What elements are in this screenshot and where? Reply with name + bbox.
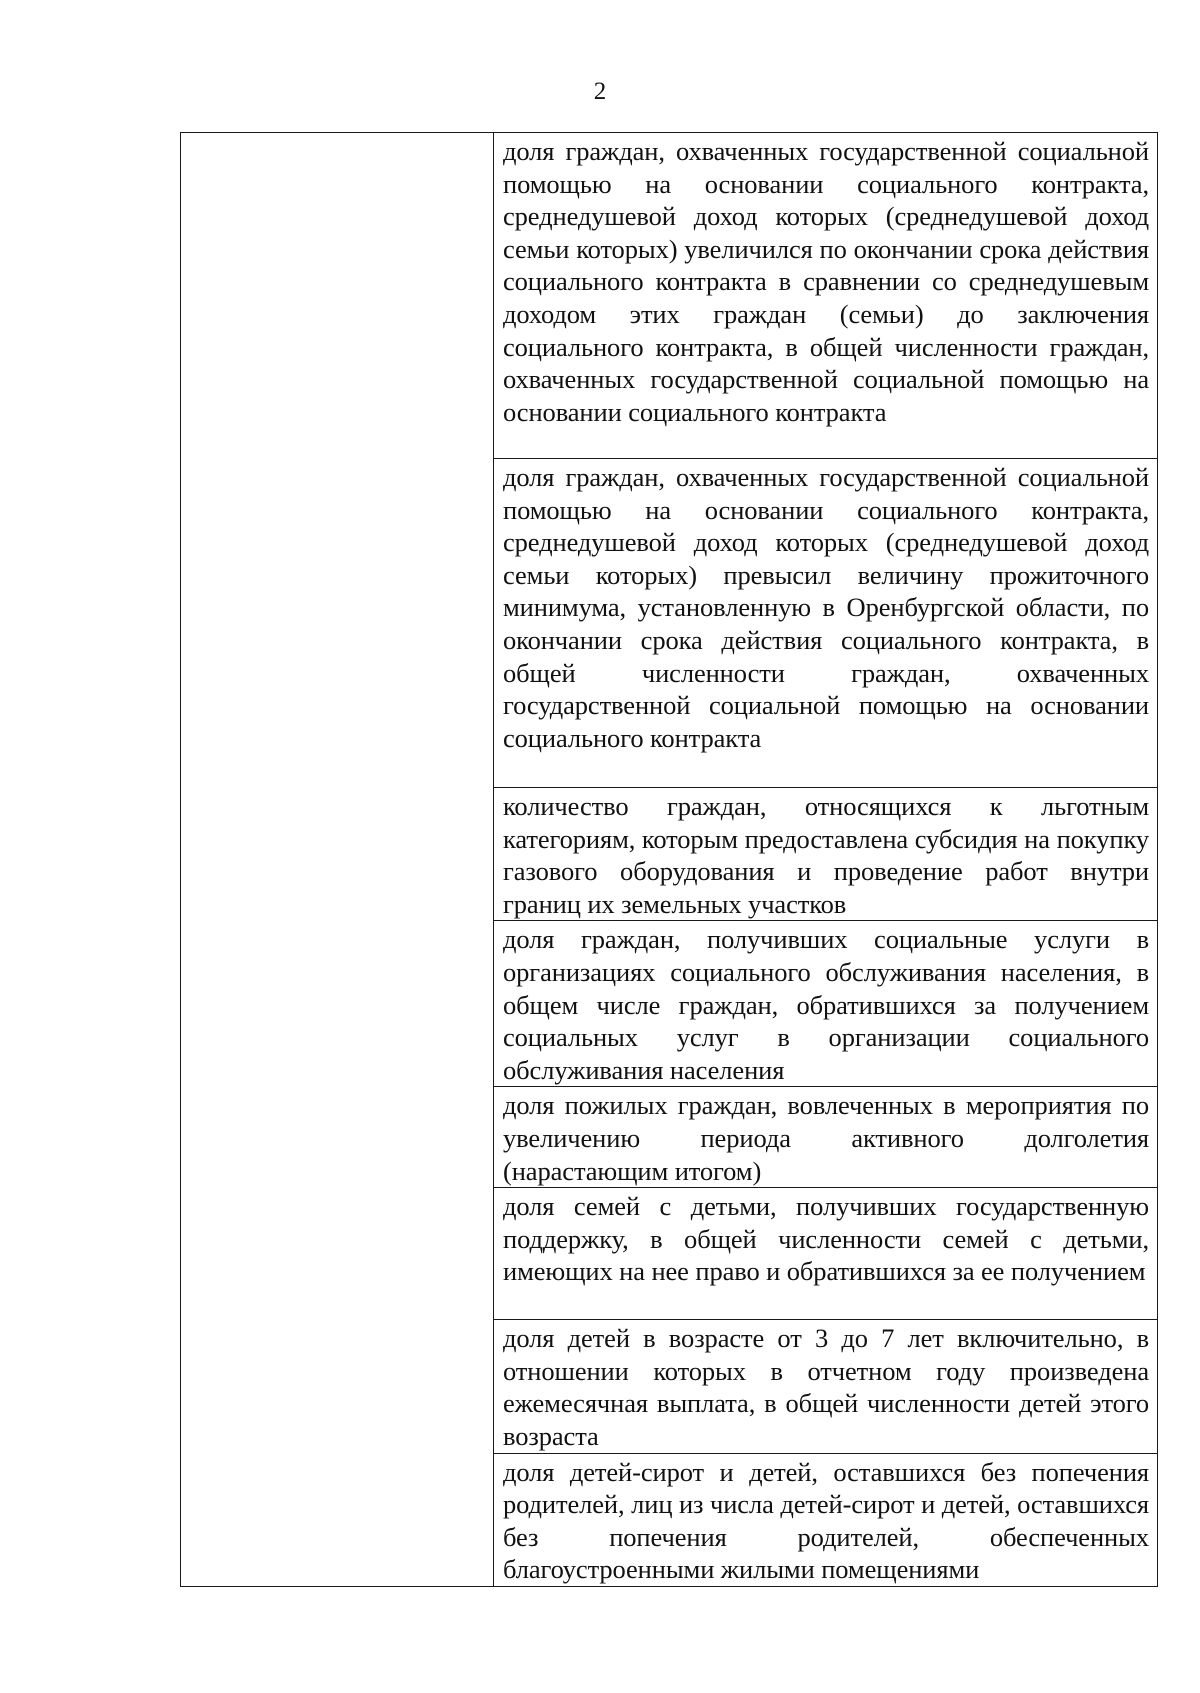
indicator-text: количество граждан, относящихся к льготным категориям, которым предоставлена субсидия на покупку газового оборудования и проведение работ внутри границ их земельных участков xyxy=(503,791,1149,919)
left-column-cell xyxy=(181,133,494,1587)
indicator-text: доля детей-сирот и детей, оставшихся без попечения родителей, лиц из числа детей-сирот и детей, оставшихся без попечения родителей, обеспеченных благоустроенными жилыми помещениями xyxy=(503,1456,1149,1585)
indicator-cell xyxy=(494,1453,1158,1586)
indicator-text: доля пожилых граждан, вовлеченных в мероприятия по увеличению периода активного долголетия (нарастающим итогом) xyxy=(503,1090,1149,1186)
indicator-cell xyxy=(494,1087,1158,1188)
indicator-cell xyxy=(494,788,1158,921)
indicator-text: доля граждан, охваченных государственной социальной помощью на основании социального контракта, среднедушевой доход которых (среднедушевой доход семьи которых) увеличился по окончании срока действия социального контракта в сравнении со среднедушевым доходом этих граждан (семьи) до заключения социального контракта, в общей численности граждан, охваченных государственной социальной помощью на основании социального контракта xyxy=(503,136,1149,427)
page-number: 2 xyxy=(593,78,607,105)
indicator-cell xyxy=(494,133,1158,459)
indicator-table xyxy=(180,132,1158,1587)
indicator-text: доля граждан, охваченных государственной социальной помощью на основании социального контракта, среднедушевой доход которых (среднедушевой доход семьи которых) превысил величину прожиточного минимума, установленную в Оренбургской области, по окончании срока действия социального контракта, в общей численности граждан, охваченных государственной социальной помощью на основании социального контракта xyxy=(503,462,1149,753)
table-row xyxy=(181,133,1158,459)
indicator-cell xyxy=(494,459,1158,788)
indicator-text: доля граждан, получивших социальные услуги в организациях социального обслуживания населения, в общем числе граждан, обратившихся за получением социальных услуг в организации социального обслуживания населения xyxy=(503,924,1149,1085)
indicator-cell xyxy=(494,921,1158,1087)
indicator-cell xyxy=(494,1188,1158,1320)
indicator-text: доля детей в возрасте от 3 до 7 лет включительно, в отношении которых в отчетном году произведена ежемесячная выплата, в общей численности детей этого возраста xyxy=(503,1323,1149,1451)
indicator-text: доля семей с детьми, получивших государственную поддержку, в общей численности семей с детьми, имеющих на нее право и обратившихся за ее получением xyxy=(503,1191,1149,1287)
indicator-cell xyxy=(494,1320,1158,1453)
